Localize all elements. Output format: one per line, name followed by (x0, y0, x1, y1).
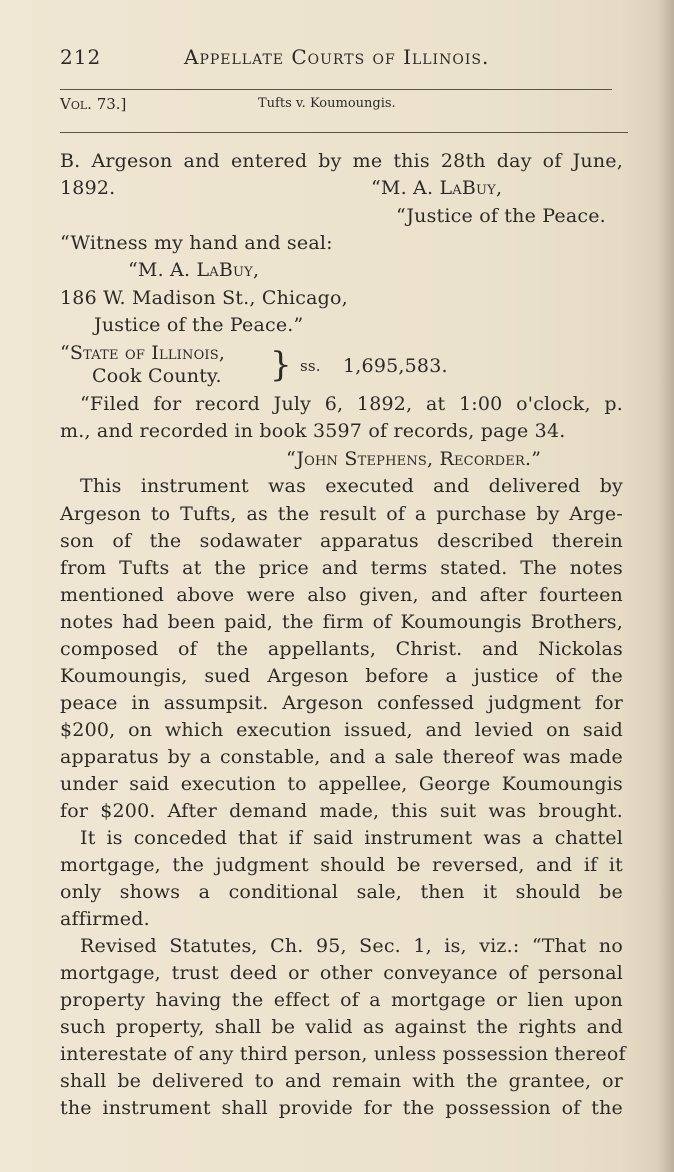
text-line: “Filed for record July 6, 1892, at 1:00 o'clock, p. (80, 393, 623, 415)
text-line: such property, shall be valid as against the rights and (60, 1016, 623, 1038)
text-line: Cook County. (92, 365, 222, 387)
text-line: “M. A. LaBuy, (371, 177, 503, 199)
text-line: affirmed. (60, 908, 150, 930)
text-line: son of the sodawater apparatus described therein (60, 530, 623, 552)
text-line: 1,695,583. (343, 355, 448, 377)
text-line: 186 W. Madison St., Chicago, (60, 287, 348, 309)
text-line: “State of Illinois, (60, 342, 226, 364)
text-line: This instrument was executed and delivered by (80, 475, 623, 497)
page-number: 212 (60, 45, 102, 69)
brace-glyph: } (270, 345, 292, 385)
text-line: 1892. (60, 177, 116, 199)
text-line: “Witness my hand and seal: (60, 232, 333, 254)
text-line: Revised Statutes, Ch. 95, Sec. 1, is, viz.: “That no (80, 935, 623, 957)
subheader-rule (60, 132, 628, 133)
text-line: Koumoungis, sued Argeson before a justice of the (60, 665, 623, 687)
page-header (60, 45, 620, 73)
running-head: Appellate Courts of Illinois. (184, 45, 490, 69)
text-line: peace in assumpsit. Argeson confessed judgment for (60, 692, 623, 714)
text-line: Argeson to Tufts, as the result of a purchase by Arge- (60, 503, 623, 525)
text-line: It is conceded that if said instrument was a chattel (80, 827, 623, 849)
text-line: $200, on which execution issued, and levied on said (60, 719, 623, 741)
text-line: ss. (300, 357, 321, 375)
text-line: the instrument shall provide for the possession of the (60, 1097, 623, 1119)
text-line: Justice of the Peace.” (94, 314, 304, 336)
case-title: Tufts v. Koumoungis. (258, 96, 396, 111)
text-line: mortgage, the judgment should be reversed, and if it (60, 854, 623, 876)
text-line: property having the effect of a mortgage or lien upon (60, 989, 623, 1011)
text-line: “John Stephens, Recorder.” (286, 448, 542, 470)
text-line: “Justice of the Peace. (396, 205, 606, 227)
text-line: shall be delivered to and remain with the grantee, or (60, 1070, 623, 1092)
text-line: mortgage, trust deed or other conveyance of personal (60, 962, 623, 984)
text-line: mentioned above were also given, and after fourteen (60, 584, 623, 606)
text-line: notes had been paid, the firm of Koumoungis Brothers, (60, 611, 623, 633)
text-line: B. Argeson and entered by me this 28th day of June, (60, 150, 623, 172)
text-line: interestate of any third person, unless possession thereof (60, 1043, 626, 1065)
text-line: composed of the appellants, Christ. and Nickolas (60, 638, 623, 660)
text-line: under said execution to appellee, George Koumoungis (60, 773, 623, 795)
page-edge-shadow (658, 0, 674, 1172)
text-line: apparatus by a constable, and a sale thereof was made (60, 746, 623, 768)
text-line: only shows a conditional sale, then it should be (60, 881, 623, 903)
text-line: “M. A. LaBuy, (128, 259, 260, 281)
text-line: from Tufts at the price and terms stated. The notes (60, 557, 623, 579)
volume-label: Vol. 73.] (60, 95, 127, 113)
text-line: m., and recorded in book 3597 of records, page 34. (60, 420, 566, 442)
header-rule (60, 89, 612, 90)
text-line: for $200. After demand made, this suit was brought. (60, 800, 623, 822)
